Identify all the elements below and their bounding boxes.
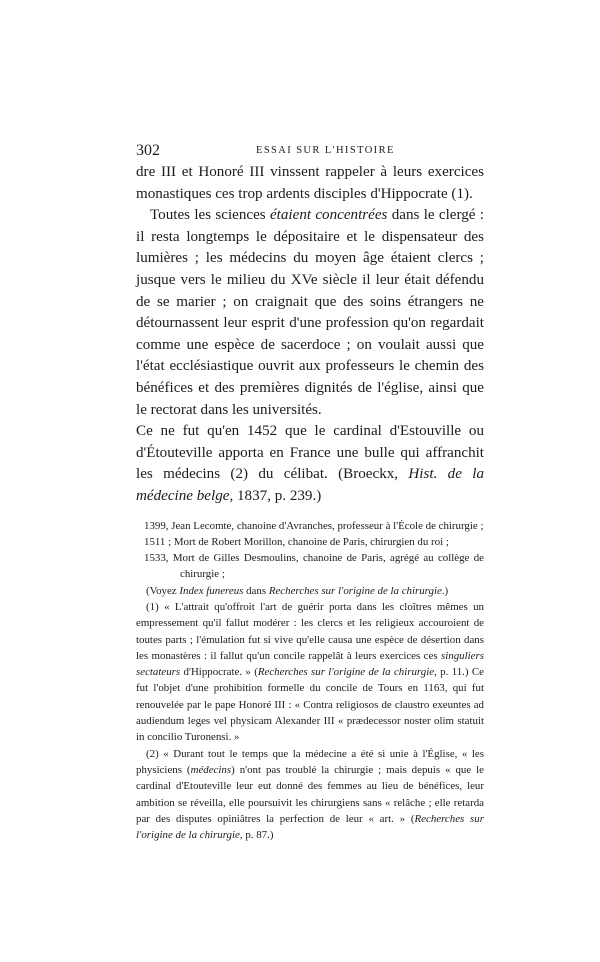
paragraph-continuation: dre III et Honoré III vinssent rappeler à leurs exercices monastiques ces trop ardents disciples d'Hippocrate (1). xyxy=(136,164,484,202)
text-segment: Ce ne fut qu'en 1452 que le cardinal d'Estouville ou d'Étouteville apporta en France une bulle qui affranchit les médecins (2) du célibat. (Broeckx, xyxy=(136,423,484,483)
list-item: 1533, Mort de Gilles Desmoulins, chanoine de Paris, agrégé au collège de chirurgie ; xyxy=(144,552,484,581)
text-segment: dans le clergé : il resta longtemps le dépositaire et le dispensateur des lumières ; les médecins du moyen âge étaient clercs ; jusque vers le milieu du XVe siècle il leur était défendu de se marier ; on craignait que des soins étrangers ne détournassent leur esprit d'une profession qu'on regardait comme une espèce de sacerdoce ; on voulait aussi que l'état ecclésiastique ouvrit aux professeurs le chemin des bénéfices et des premières dignités de l'église, ainsi que le rectorat dans les universités. xyxy=(136,207,484,418)
voyez-reference: (Voyez Index funereus dans Recherches sur l'origine de la chirurgie.) xyxy=(146,584,449,597)
text-segment: Toutes les sciences xyxy=(150,207,270,224)
footnote-1: (1) « L'attrait qu'offroit l'art de guérir porta dans les cloîtres mêmes un empressement qu'il fallut modérer : les clercs et les religieux accouroient de toutes parts ; l'émulation fut si vive qu'elle causa une espèce de désertion dans les monastères : il fallut qu'un concile rappelât à leurs exercices ces singuliers sectateurs d'Hippocrate. » (Recherches sur l'origine de la chirurgie, p. 11.) Ce fut l'objet d'une prohibition formelle du concile de Tours en 1163, qui fut renouvelée par le pape Honoré III : « Contra religiosos de claustro exeuntes ad audiendum leges vel physicam Alexander III « prædecessor noster olim statuit in concilio Turonensi. » xyxy=(136,600,484,744)
book-page xyxy=(136,140,484,843)
main-text xyxy=(136,162,484,508)
footnotes xyxy=(136,518,484,844)
paragraph-cardinal xyxy=(136,421,484,507)
footnote-2: (2) « Durant tout le temps que la médecine a été si unie à l'Église, « les physiciens (médecins) n'ont pas troublé la chirurgie ; mais depuis « que le cardinal d'Etouteville leur eut donné des femmes au lieu de bénéfices, leur ambition se réveilla, elle poursuivit les chirurgiens sans « relâche ; elle retarda par des disputes opiniâtres la perfection de leur « art. » (Recherches sur l'origine de la chirurgie, p. 87.) xyxy=(136,747,485,842)
paragraph-sciences xyxy=(136,205,484,421)
page-header xyxy=(136,140,484,162)
italic-phrase: étaient concentrées xyxy=(269,207,388,224)
book-title-reference: Hist. de la médecine belge xyxy=(136,466,484,504)
list-item: 1511 ; Mort de Robert Morillon, chanoine de Paris, chirurgien du roi ; xyxy=(144,535,449,548)
list-item: 1399, Jean Lecomte, chanoine d'Avranches, professeur à l'École de chirurgie ; xyxy=(144,519,484,532)
page-number: 302 xyxy=(136,142,160,159)
text-segment: , 1837, p. 239.) xyxy=(229,487,322,504)
running-title: ESSAI SUR L'HISTOIRE xyxy=(256,145,395,156)
